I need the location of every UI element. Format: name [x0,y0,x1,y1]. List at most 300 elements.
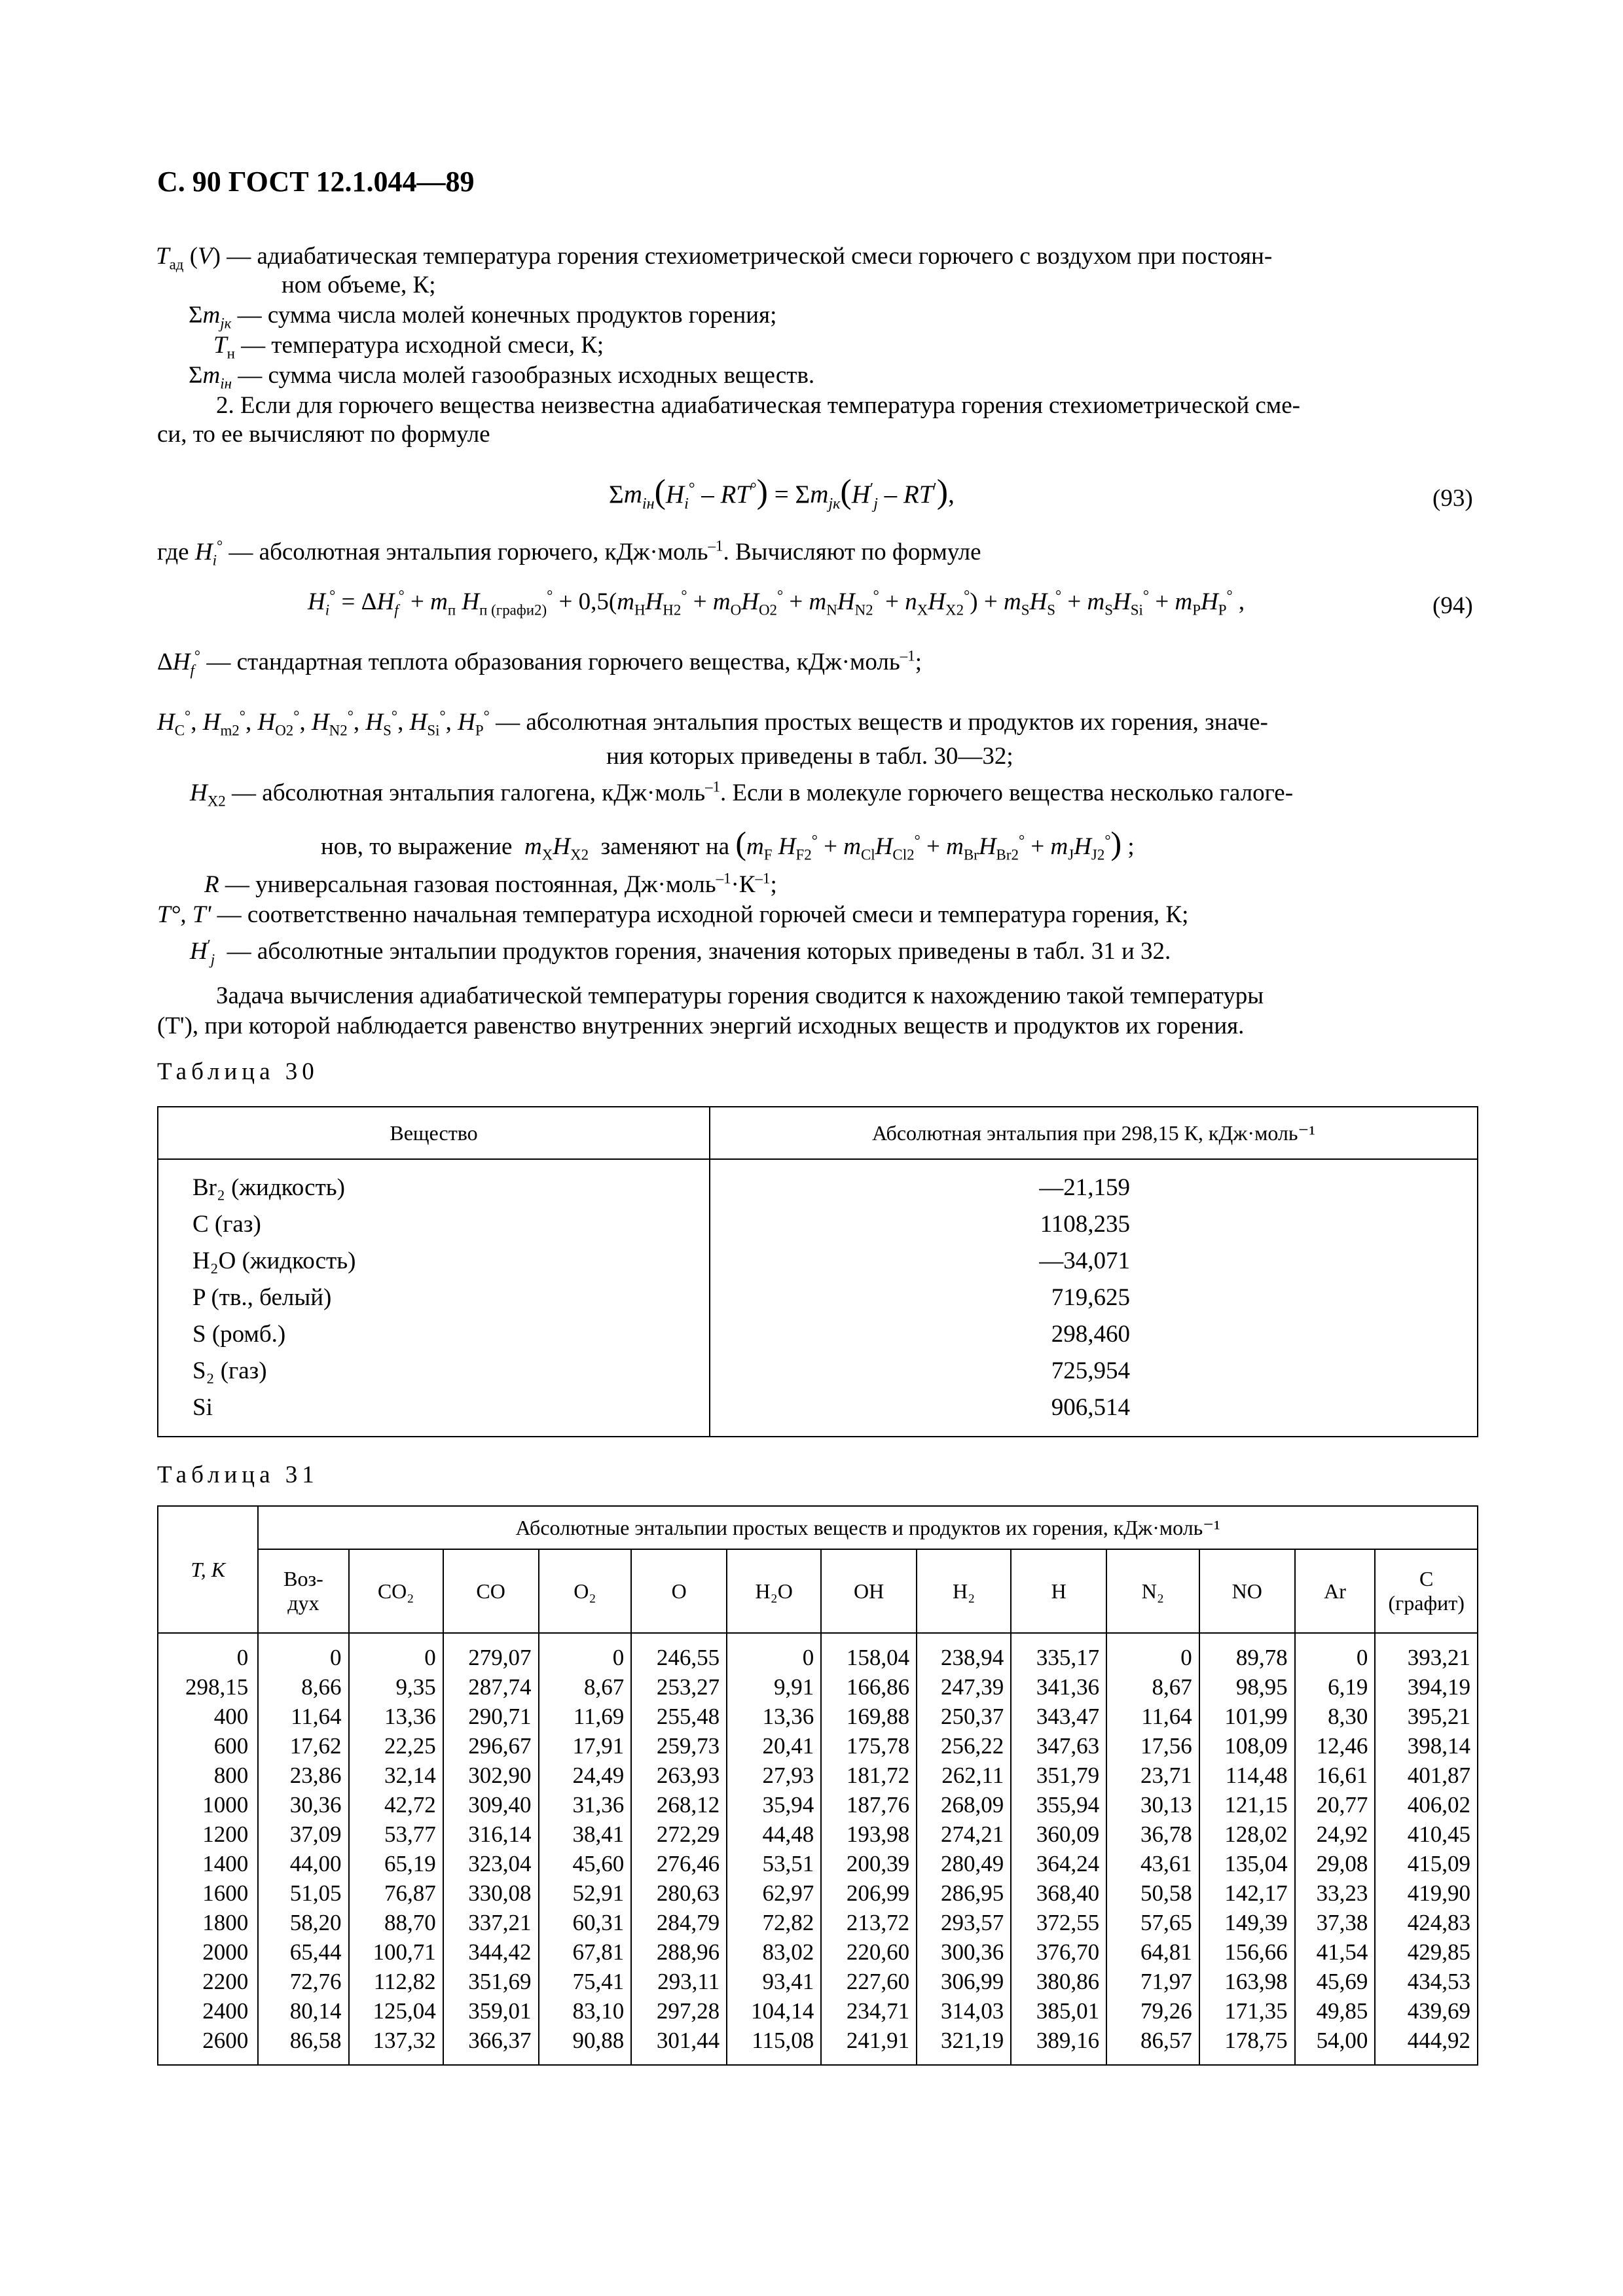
table31-value-cell: 75,41 [539,1967,632,1996]
table31-value-cell: 29,08 [1295,1849,1376,1878]
table31-value-cell: 32,14 [349,1761,443,1790]
table31-col-header: Ar [1295,1549,1376,1633]
table31-value-cell: 181,72 [821,1761,917,1790]
table31-value-cell: 22,25 [349,1731,443,1761]
page-header: С. 90 ГОСТ 12.1.044—89 [157,166,475,198]
table31-row [158,1967,1478,1996]
table31-value-cell: 300,36 [917,1937,1011,1967]
table31-temperature-cell: 1800 [158,1908,258,1937]
where-text: — абсолютная энтальпия горючего, кДж·моль [228,539,708,565]
table31-value-cell: 54,00 [1295,2026,1376,2065]
def-r-mid: ·К [731,871,756,898]
table31-row [158,1849,1478,1878]
table31-value-cell: 410,45 [1375,1820,1478,1849]
table30-substance-cell: Si [158,1389,710,1437]
table31-value-cell: 79,26 [1106,1996,1199,2026]
table30-row [158,1316,1478,1352]
para-task-line2: (T'), при которой наблюдается равенство внутренних энергий исходных веществ и продуктов их горения. [157,1013,1245,1039]
table31-value-cell: 13,36 [349,1702,443,1731]
table31-value-cell: 42,72 [349,1790,443,1820]
para-task-line1: Задача вычисления адиабатической температуры горения сводится к нахождению такой температуры [216,982,1264,1009]
table31-value-cell: 163,98 [1199,1967,1295,1996]
table31-temperature-cell: 1000 [158,1790,258,1820]
table31-value-cell: 13,36 [727,1702,821,1731]
table31-value-cell: 280,63 [631,1878,727,1908]
table31-col-header: H₂ [917,1549,1011,1633]
table31-value-cell: 206,99 [821,1878,917,1908]
table31-value-cell: 6,19 [1295,1672,1376,1702]
table31-value-cell: 321,19 [917,2026,1011,2065]
table31-value-cell: 280,49 [917,1849,1011,1878]
def-sum-mjk-text: сумма числа молей конечных продуктов горения; [267,302,777,329]
table31-value-cell: 53,77 [349,1820,443,1849]
table31-value-cell: 393,21 [1375,1633,1478,1672]
table31-value-cell: 11,69 [539,1702,632,1731]
table31-value-cell: 72,82 [727,1908,821,1937]
table31-value-cell: 52,91 [539,1878,632,1908]
table31-value-cell: 284,79 [631,1908,727,1937]
table31-col-header: Воз- дух [258,1549,348,1633]
table31-value-cell: 287,74 [443,1672,539,1702]
table31-value-cell: 0 [727,1633,821,1672]
table31-temperature-cell: 800 [158,1761,258,1790]
table31-value-cell: 419,90 [1375,1878,1478,1908]
table31-value-cell: 401,87 [1375,1761,1478,1790]
table30-value-cell: 906,514 [710,1389,1478,1437]
table31-value-cell: 376,70 [1011,1937,1106,1967]
def-dhf-sup: –1 [900,647,915,664]
table30-row [158,1206,1478,1242]
def-simple-text: — абсолютная энтальпия простых веществ и продуктов их горения, значе- [496,709,1268,736]
table31-value-cell: 49,85 [1295,1996,1376,2026]
table31-col-header: O [631,1549,727,1633]
table31-row [158,1672,1478,1702]
table31-value-cell: 33,23 [1295,1878,1376,1908]
table31-col-header: CO [443,1549,539,1633]
table31-value-cell: 256,22 [917,1731,1011,1761]
table31-value-cell: 158,04 [821,1633,917,1672]
table31-value-cell: 178,75 [1199,2026,1295,2065]
table31-value-cell: 355,94 [1011,1790,1106,1820]
table31-value-cell: 60,31 [539,1908,632,1937]
table31-col-header: H₂O [727,1549,821,1633]
table31-temperature-cell: 1400 [158,1849,258,1878]
table31-col-header: O₂ [539,1549,632,1633]
where-tail: . Вычисляют по формуле [723,539,981,565]
def-sum-min: $\Sigma m_{iн}$ — сумма числа молей газообразных исходных веществ. [189,362,815,392]
table31-value-cell: 8,66 [258,1672,348,1702]
table31-value-cell: 415,09 [1375,1849,1478,1878]
table31-value-cell: 406,02 [1375,1790,1478,1820]
table31-value-cell: 149,39 [1199,1908,1295,1937]
table31-value-cell: 43,61 [1106,1849,1199,1878]
def-hx2-cont: нов, то выражение $m_XH_{X2}$ заменяют на ($m_F$ $H_{F2}^\circ + m_{Cl}H_{Cl2}^\circ + m_{Br}H_{Br2}^\circ + m_JH_{J2}^\circ$) ; [321,825,1135,863]
table31-value-cell: 0 [1295,1633,1376,1672]
table31-value-cell: 11,64 [1106,1702,1199,1731]
table31-value-cell: 50,58 [1106,1878,1199,1908]
table30-value-cell: 725,954 [710,1352,1478,1389]
table31-value-cell: 268,09 [917,1790,1011,1820]
table31-value-cell: 444,92 [1375,2026,1478,2065]
table31-value-cell: 341,36 [1011,1672,1106,1702]
table31-value-cell: 65,44 [258,1937,348,1967]
table31-value-cell: 121,15 [1199,1790,1295,1820]
table31-row [158,1996,1478,2026]
table31-value-cell: 297,28 [631,1996,727,2026]
table31-value-cell: 306,99 [917,1967,1011,1996]
table31-value-cell: 293,11 [631,1967,727,1996]
table31-value-cell: 83,02 [727,1937,821,1967]
table31-value-cell: 0 [1106,1633,1199,1672]
def-dhf-text: — стандартная теплота образования горючего вещества, кДж·моль [206,649,900,675]
table31-value-cell: 439,69 [1375,1996,1478,2026]
def-tn: $T_н$ — температура исходной смеси, К; [213,332,604,362]
table31-value-cell: 395,21 [1375,1702,1478,1731]
table31-row [158,1633,1478,1672]
table31-value-cell: 247,39 [917,1672,1011,1702]
table30-substance-cell: P (тв., белый) [158,1279,710,1316]
table31-value-cell: 135,04 [1199,1849,1295,1878]
table31-value-cell: 83,10 [539,1996,632,2026]
table31-value-cell: 71,97 [1106,1967,1199,1996]
table31-value-cell: 90,88 [539,2026,632,2065]
table31-value-cell: 274,21 [917,1820,1011,1849]
def-hx2-cont2-text: заменяют на [600,833,730,860]
table31-value-cell: 316,14 [443,1820,539,1849]
table30-header-substance: Вещество [158,1107,710,1159]
table31-value-cell: 360,09 [1011,1820,1106,1849]
table31-value-cell: 200,39 [821,1849,917,1878]
table31-row [158,1702,1478,1731]
table31-row [158,2026,1478,2065]
table31-value-cell: 398,14 [1375,1731,1478,1761]
table31-value-cell: 156,66 [1199,1937,1295,1967]
table31-value-cell: 385,01 [1011,1996,1106,2026]
table31-value-cell: 368,40 [1011,1878,1106,1908]
table31-value-cell: 241,91 [821,2026,917,2065]
table31-value-cell: 314,03 [917,1996,1011,2026]
table31-group-header: Абсолютные энтальпии простых веществ и продуктов их горения, кДж·моль⁻¹ [258,1506,1478,1549]
table31-value-cell: 80,14 [258,1996,348,2026]
def-t-symbol: T°, T' [157,901,211,928]
table31-temperature-cell: 400 [158,1702,258,1731]
para2-line2: си, то ее вычисляют по формуле [157,421,490,448]
table31-value-cell: 115,08 [727,2026,821,2065]
table31-temperature-cell: 0 [158,1633,258,1672]
table31-col-header: OH [821,1549,917,1633]
table31-value-cell: 101,99 [1199,1702,1295,1731]
table31-value-cell: 293,57 [917,1908,1011,1937]
table31-temperature-cell: 2600 [158,2026,258,2065]
table31-col-header: N₂ [1106,1549,1199,1633]
def-r [204,870,777,899]
table31-value-cell: 27,93 [727,1761,821,1790]
table31-col-header: CO₂ [349,1549,443,1633]
table31-value-cell: 296,67 [443,1731,539,1761]
def-r-symbol: R [204,871,219,898]
table31-row [158,1878,1478,1908]
def-tn-text: температура исходной смеси, К; [271,332,604,359]
table31-value-cell: 9,35 [349,1672,443,1702]
table31-value-cell: 57,65 [1106,1908,1199,1937]
table31-value-cell: 88,70 [349,1908,443,1937]
table31-value-cell: 169,88 [821,1702,917,1731]
table31-value-cell: 35,94 [727,1790,821,1820]
table31-value-cell: 193,98 [821,1820,917,1849]
table31-value-cell: 108,09 [1199,1731,1295,1761]
table31-row [158,1790,1478,1820]
table31-value-cell: 20,41 [727,1731,821,1761]
table30-substance-cell: Br₂ (жидкость) [158,1159,710,1206]
table31-value-cell: 268,12 [631,1790,727,1820]
formula-94: $H_i^\circ = \Delta H_f^\circ + m_п$ $H_{п (графи2)}^\circ + 0,5(m_HH_{H2}^\circ + m_OH_{O2}^\circ + m_NH_{N2}^\circ + n_XH_{X2}^\circ) + m_SH_S^\circ + m_SH_{Si}^\circ + m_PH_P^\circ$ , [308,587,1245,619]
table31-value-cell: 344,42 [443,1937,539,1967]
def-r-sup1: –1 [716,870,731,887]
table31-value-cell: 58,20 [258,1908,348,1937]
table31-value-cell: 359,01 [443,1996,539,2026]
table31-value-cell: 89,78 [1199,1633,1295,1672]
def-t [157,901,1188,929]
table31-value-cell: 259,73 [631,1731,727,1761]
table31-temperature-cell: 1200 [158,1820,258,1849]
table30-row [158,1159,1478,1206]
table31-value-cell: 142,17 [1199,1878,1295,1908]
table31-value-cell: 276,46 [631,1849,727,1878]
table31-value-cell: 351,79 [1011,1761,1106,1790]
table31-value-cell: 44,00 [258,1849,348,1878]
table31-value-cell: 323,04 [443,1849,539,1878]
table30-value-cell: 298,460 [710,1316,1478,1352]
def-dhf: $\Delta H_f^\circ$ — стандартная теплота образования горючего вещества, кДж·моль$^{-1}$; [157,647,922,679]
def-hx2-cont-text: нов, то выражение [321,833,513,860]
table31-value-cell: 279,07 [443,1633,539,1672]
table31-value-cell: 64,81 [1106,1937,1199,1967]
table31-temperature-cell: 2400 [158,1996,258,2026]
table30-substance-cell: S (ромб.) [158,1316,710,1352]
table31-row [158,1908,1478,1937]
formula-94-number: (94) [1432,592,1473,619]
def-simple: $H_C^\circ$, $H_{m2}^\circ$, $H_{O2}^\circ$, $H_{N2}^\circ$, $H_S^\circ$, $H_{Si}^\circ$, $H_P^\circ$ — абсолютная энтальпия простых веществ и продуктов их горения, значе- [157,708,1268,739]
para2-line1: 2. Если для горючего вещества неизвестна адиабатическая температура горения стехиометрической сме- [216,392,1300,419]
table31-value-cell: 24,49 [539,1761,632,1790]
table31-row [158,1761,1478,1790]
table31-value-cell: 301,44 [631,2026,727,2065]
table30-substance-cell: С (газ) [158,1206,710,1242]
table31-value-cell: 23,71 [1106,1761,1199,1790]
table30-substance-cell: H₂O (жидкость) [158,1242,710,1279]
table31-value-cell: 36,78 [1106,1820,1199,1849]
table31-header-tk: T, К [158,1506,258,1633]
table31-value-cell: 0 [258,1633,348,1672]
table31-value-cell: 302,90 [443,1761,539,1790]
table31-value-cell: 17,91 [539,1731,632,1761]
table31-value-cell: 234,71 [821,1996,917,2026]
def-t-ad-text: адиабатическая температура горения стехиометрической смеси горючего с воздухом при постоян- [257,243,1273,270]
table31-value-cell: 0 [349,1633,443,1672]
table31-value-cell: 335,17 [1011,1633,1106,1672]
table30-caption: Таблица 30 [157,1058,319,1085]
table30-value-cell: —21,159 [710,1159,1478,1206]
table31-value-cell: 53,51 [727,1849,821,1878]
formula-93-number: (93) [1432,485,1473,512]
table30-header-enthalpy: Абсолютная энтальпия при 298,15 К, кДж·моль⁻¹ [710,1107,1478,1159]
table31-value-cell: 166,86 [821,1672,917,1702]
table31-temperature-cell: 298,15 [158,1672,258,1702]
def-r-text: — универсальная газовая постоянная, Дж·моль [225,871,716,898]
table31-value-cell: 30,36 [258,1790,348,1820]
table31-value-cell: 187,76 [821,1790,917,1820]
table31-value-cell: 246,55 [631,1633,727,1672]
table30-row [158,1279,1478,1316]
table31-value-cell: 434,53 [1375,1967,1478,1996]
table31-value-cell: 45,69 [1295,1967,1376,1996]
table31-value-cell: 16,61 [1295,1761,1376,1790]
table30-value-cell: 1108,235 [710,1206,1478,1242]
def-dhf-tail: ; [915,649,922,675]
table31-value-cell: 262,11 [917,1761,1011,1790]
def-hj-text: — абсолютные энтальпии продуктов горения, значения которых приведены в табл. 31 и 32. [227,938,1171,965]
table31-value-cell: 220,60 [821,1937,917,1967]
table31-value-cell: 98,95 [1199,1672,1295,1702]
table31-temperature-cell: 600 [158,1731,258,1761]
table31-value-cell: 31,36 [539,1790,632,1820]
table31-value-cell: 114,48 [1199,1761,1295,1790]
table31-row [158,1937,1478,1967]
def-hx2-sup: –1 [705,778,721,795]
table31-value-cell: 12,46 [1295,1731,1376,1761]
table31-temperature-cell: 2200 [158,1967,258,1996]
table31-value-cell: 37,09 [258,1820,348,1849]
table31-value-cell: 76,87 [349,1878,443,1908]
table31-value-cell: 45,60 [539,1849,632,1878]
def-hx2-tail: . Если в молекуле горючего вещества несколько галоге- [720,780,1294,806]
table31-value-cell: 347,63 [1011,1731,1106,1761]
table31-value-cell: 51,05 [258,1878,348,1908]
table31-value-cell: 8,67 [1106,1672,1199,1702]
table31-value-cell: 44,48 [727,1820,821,1849]
formula-93: $\Sigma m_{iн}(H_i^\circ - RT^\circ) = \Sigma m_{jк}(H'_j - RT')$, [609,473,955,512]
table30-row [158,1389,1478,1437]
table31-value-cell: 93,41 [727,1967,821,1996]
table31-value-cell: 11,64 [258,1702,348,1731]
table31-value-cell: 286,95 [917,1878,1011,1908]
table31-value-cell: 17,56 [1106,1731,1199,1761]
table31-value-cell: 175,78 [821,1731,917,1761]
def-t-text: — соответственно начальная температура исходной горючей смеси и температура горения, К; [217,901,1189,928]
table31-value-cell: 37,38 [1295,1908,1376,1937]
table31-value-cell: 429,85 [1375,1937,1478,1967]
table31-value-cell: 330,08 [443,1878,539,1908]
where-sup: –1 [708,537,723,554]
table30-row [158,1352,1478,1389]
table31-value-cell: 23,86 [258,1761,348,1790]
table31-value-cell: 372,55 [1011,1908,1106,1937]
table31-temperature-cell: 2000 [158,1937,258,1967]
table31-value-cell: 125,04 [349,1996,443,2026]
table31-value-cell: 238,94 [917,1633,1011,1672]
table31-col-header: C (графит) [1375,1549,1478,1633]
table31-col-header: NO [1199,1549,1295,1633]
table31-temperature-cell: 1600 [158,1878,258,1908]
table31-value-cell: 20,77 [1295,1790,1376,1820]
table31-value-cell: 72,76 [258,1967,348,1996]
table31-value-cell: 104,14 [727,1996,821,2026]
table30-value-cell: —34,071 [710,1242,1478,1279]
def-t-ad: $T_{ад}$ (V) — адиабатическая температура горения стехиометрической смеси горючего с воздухом при постоян- [156,243,1273,273]
where-line: где $H_i^\circ$ — абсолютная энтальпия горючего, кДж·моль$^{-1}$. Вычисляют по формуле [157,537,981,569]
table31-col-header: H [1011,1549,1106,1633]
table31-value-cell: 17,62 [258,1731,348,1761]
table31-value-cell: 272,29 [631,1820,727,1849]
table31-value-cell: 67,81 [539,1937,632,1967]
table31-value-cell: 337,21 [443,1908,539,1937]
table31-value-cell: 38,41 [539,1820,632,1849]
table31-value-cell: 100,71 [349,1937,443,1967]
table31-value-cell: 8,67 [539,1672,632,1702]
table31-value-cell: 65,19 [349,1849,443,1878]
table31-value-cell: 0 [539,1633,632,1672]
table31-value-cell: 263,93 [631,1761,727,1790]
table31-value-cell: 288,96 [631,1937,727,1967]
def-hj: $H'_j$ — абсолютные энтальпии продуктов горения, значения которых приведены в табл. 31 и 32. [190,937,1171,968]
table31-value-cell: 41,54 [1295,1937,1376,1967]
table30-value-cell: 719,625 [710,1279,1478,1316]
table31-value-cell: 364,24 [1011,1849,1106,1878]
def-sum-min-text: сумма числа молей газообразных исходных веществ. [268,362,815,389]
table31-value-cell: 8,30 [1295,1702,1376,1731]
table30-row [158,1242,1478,1279]
table-31 [157,1505,1478,2066]
table31-value-cell: 30,13 [1106,1790,1199,1820]
def-t-ad-cont: ном объеме, К; [282,272,436,298]
table31-row [158,1820,1478,1849]
table31-value-cell: 112,82 [349,1967,443,1996]
table31-value-cell: 9,91 [727,1672,821,1702]
table31-value-cell: 290,71 [443,1702,539,1731]
table31-value-cell: 24,92 [1295,1820,1376,1849]
table31-caption: Таблица 31 [157,1462,319,1488]
table31-value-cell: 250,37 [917,1702,1011,1731]
table31-value-cell: 351,69 [443,1967,539,1996]
table31-value-cell: 213,72 [821,1908,917,1937]
table31-value-cell: 343,47 [1011,1702,1106,1731]
table31-row [158,1731,1478,1761]
table31-value-cell: 86,58 [258,2026,348,2065]
table31-value-cell: 128,02 [1199,1820,1295,1849]
def-r-sup2: –1 [755,870,771,887]
def-sum-mjk: $\Sigma m_{jк}$ — сумма числа молей конечных продуктов горения; [189,302,777,332]
table31-value-cell: 309,40 [443,1790,539,1820]
where-prefix: где [157,539,189,565]
table-30 [157,1106,1478,1437]
table31-value-cell: 171,35 [1199,1996,1295,2026]
table31-value-cell: 253,27 [631,1672,727,1702]
table31-value-cell: 394,19 [1375,1672,1478,1702]
table31-value-cell: 137,32 [349,2026,443,2065]
table31-value-cell: 62,97 [727,1878,821,1908]
table31-value-cell: 86,57 [1106,2026,1199,2065]
def-simple-cont: ния которых приведены в табл. 30—32; [606,743,1013,770]
def-r-tail: ; [770,871,777,898]
table31-value-cell: 380,86 [1011,1967,1106,1996]
table31-value-cell: 255,48 [631,1702,727,1731]
table31-value-cell: 366,37 [443,2026,539,2065]
table31-value-cell: 227,60 [821,1967,917,1996]
def-hx2-text: — абсолютная энтальпия галогена, кДж·моль [232,780,706,806]
table30-substance-cell: S₂ (газ) [158,1352,710,1389]
def-hx2: $H_{X2}$ — абсолютная энтальпия галогена, кДж·моль$^{-1}$. Если в молекуле горючего вещества несколько галоге- [190,778,1294,810]
table31-value-cell: 389,16 [1011,2026,1106,2065]
